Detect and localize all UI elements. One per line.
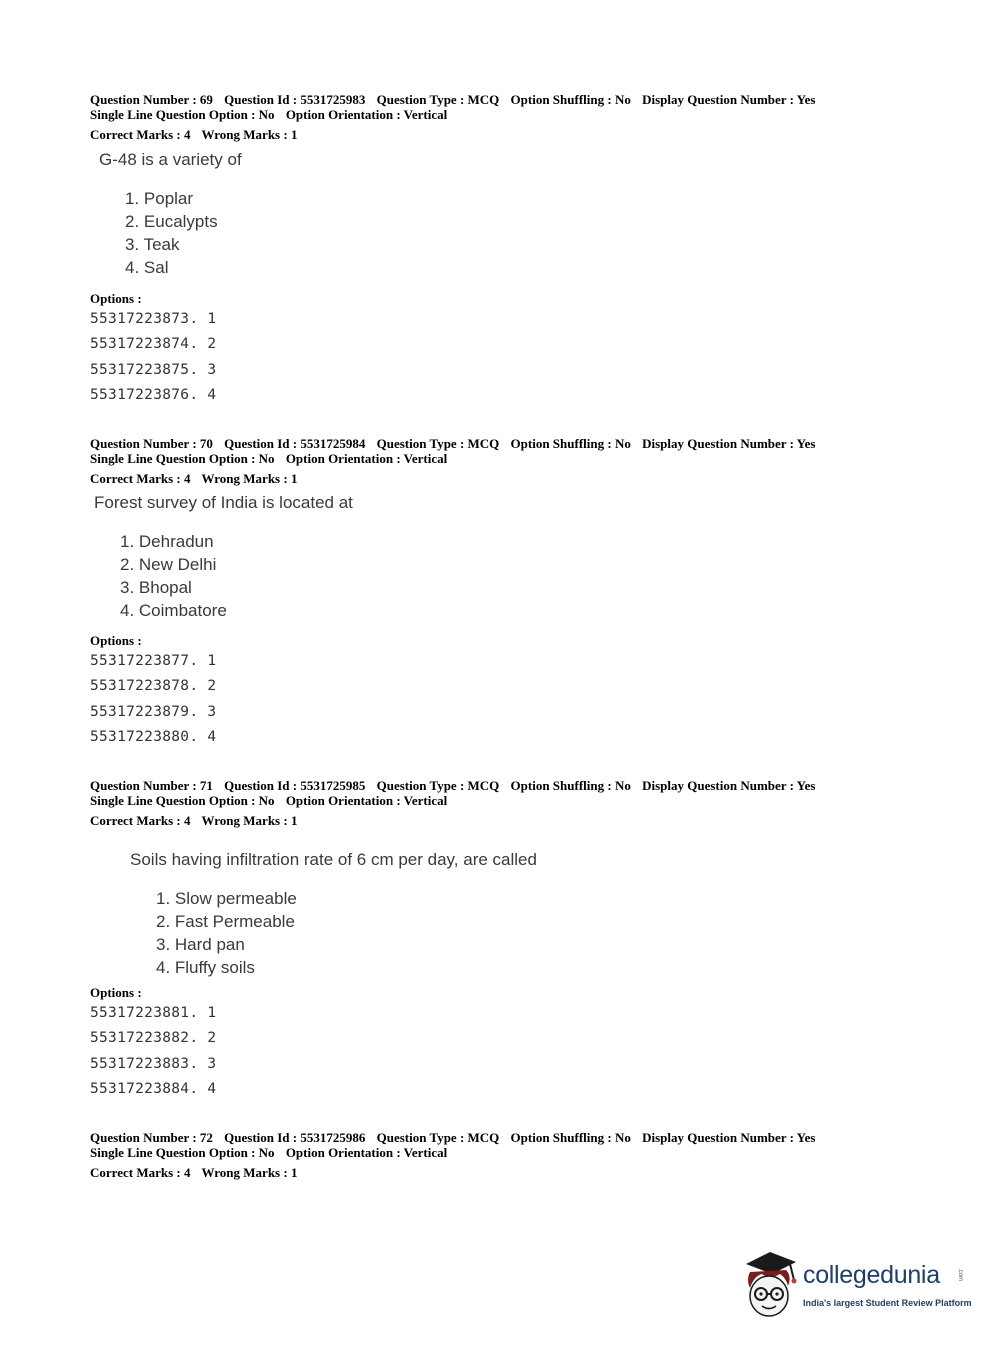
choice-item: 4. Coimbatore [120,601,227,620]
question-number: Question Number : 69 [90,92,213,107]
options-label: Options : [90,633,142,648]
option-orientation: Option Orientation : Vertical [285,107,448,122]
correct-marks: Correct Marks : 4 [90,471,191,486]
option-id: 55317223883. 3 [90,1055,217,1072]
option-id: 55317223879. 3 [90,703,217,720]
option-shuffling: Option Shuffling : No [510,92,631,107]
display-question-number: Display Question Number : Yes [642,778,816,793]
choice-list [120,530,227,622]
wrong-marks: Wrong Marks : 1 [201,1165,298,1180]
options-label: Options : [90,985,142,1000]
correct-marks: Correct Marks : 4 [90,813,191,828]
question-number: Question Number : 70 [90,436,213,451]
option-orientation: Option Orientation : Vertical [285,451,448,466]
logo-suffix: .com [957,1268,963,1282]
correct-marks: Correct Marks : 4 [90,127,191,142]
option-id: 55317223876. 4 [90,386,217,403]
wrong-marks: Wrong Marks : 1 [201,471,298,486]
choice-item: 4. Fluffy soils [156,958,255,977]
choice-list [125,187,218,279]
question-id: Question Id : 5531725983 [224,92,366,107]
option-orientation: Option Orientation : Vertical [285,793,448,808]
choice-item: 3. Teak [125,235,180,254]
option-id-list [90,649,216,750]
choice-item: 3. Bhopal [120,578,192,597]
option-id: 55317223882. 2 [90,1030,217,1047]
question-text: Soils having infiltration rate of 6 cm per day, are called [130,850,537,869]
option-id-list [90,307,216,408]
choice-list [156,887,297,979]
option-shuffling: Option Shuffling : No [510,436,631,451]
single-line-option: Single Line Question Option : No [90,793,275,808]
logo-wordmark: collegedunia [803,1261,940,1289]
question-id: Question Id : 5531725984 [224,436,366,451]
option-id-list [90,1001,216,1102]
single-line-option: Single Line Question Option : No [90,1145,275,1160]
question-header-line2 [90,451,970,466]
option-id: 55317223881. 1 [90,1005,217,1021]
correct-marks: Correct Marks : 4 [90,1165,191,1180]
question-header-line2 [90,1145,970,1160]
choice-item: 2. New Delhi [120,555,217,574]
choice-item: 4. Sal [125,258,169,277]
option-id: 55317223874. 2 [90,336,217,353]
single-line-option: Single Line Question Option : No [90,451,275,466]
question-block-72 [90,1130,970,1180]
question-type: Question Type : MCQ [376,436,500,451]
option-id: 55317223878. 2 [90,678,217,695]
question-block-69 [90,92,970,403]
question-header [90,1130,970,1145]
option-orientation: Option Orientation : Vertical [285,1145,448,1160]
marks-line [90,127,970,142]
question-text: G-48 is a variety of [99,150,242,169]
question-number: Question Number : 71 [90,778,213,793]
question-id: Question Id : 5531725986 [224,1130,366,1145]
marks-line [90,813,970,828]
question-type: Question Type : MCQ [376,1130,500,1145]
mascot-icon [740,1246,802,1322]
choice-item: 1. Dehradun [120,532,214,551]
question-header [90,778,970,793]
option-shuffling: Option Shuffling : No [510,1130,631,1145]
marks-line [90,1165,970,1180]
logo-tagline: India's largest Student Review Platform [803,1298,972,1308]
option-id: 55317223875. 3 [90,361,217,378]
option-id: 55317223884. 4 [90,1080,217,1097]
display-question-number: Display Question Number : Yes [642,1130,816,1145]
option-shuffling: Option Shuffling : No [510,778,631,793]
choice-item: 2. Fast Permeable [156,912,295,931]
collegedunia-logo[interactable] [740,1244,970,1324]
choice-item: 1. Slow permeable [156,889,297,908]
question-header-line2 [90,107,970,122]
option-id: 55317223873. 1 [90,311,217,327]
question-block-71 [90,778,970,1097]
question-header-line2 [90,793,970,808]
question-header [90,436,970,451]
question-block-70 [90,436,970,745]
question-number: Question Number : 72 [90,1130,213,1145]
wrong-marks: Wrong Marks : 1 [201,813,298,828]
display-question-number: Display Question Number : Yes [642,92,816,107]
question-text: Forest survey of India is located at [94,493,353,512]
question-header [90,92,970,107]
question-type: Question Type : MCQ [376,778,500,793]
question-type: Question Type : MCQ [376,92,500,107]
display-question-number: Display Question Number : Yes [642,436,816,451]
wrong-marks: Wrong Marks : 1 [201,127,298,142]
question-id: Question Id : 5531725985 [224,778,366,793]
single-line-option: Single Line Question Option : No [90,107,275,122]
marks-line [90,471,970,486]
option-id: 55317223880. 4 [90,728,217,745]
choice-item: 3. Hard pan [156,935,245,954]
choice-item: 2. Eucalypts [125,212,218,231]
option-id: 55317223877. 1 [90,653,217,669]
options-label: Options : [90,291,142,306]
choice-item: 1. Poplar [125,189,194,208]
